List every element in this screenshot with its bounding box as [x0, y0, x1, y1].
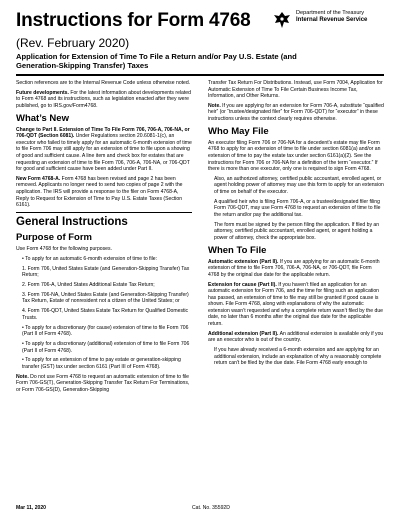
- future-developments: Future developments. For the latest information about developments related to Form 4768 and its instructions, such as legislation enacted after they were published, go to IRS.gov/Form4768.: [16, 89, 191, 109]
- who-paragraph: Also, an authorized attorney, certified public accountant, enrolled agent, or agent holding power of attorney may use this form to apply for an extension of time on behalf of the executor.: [214, 175, 384, 195]
- document-title: Instructions for Form 4768: [16, 10, 251, 31]
- who-paragraph: A qualified heir who is filing Form 706-A, or a trustee/designated filer filing Form 706-QDT, may use Form 4768 to request an extension of time to file the return and/or pay the additional tax.: [214, 198, 381, 218]
- continued-text: Transfer Tax Return For Distributions. Instead, use Form 7004, Application for Automatic Extension of Time To File Certain Business Income Tax, Information, and Other Returns.: [208, 80, 383, 100]
- agency-irs: Internal Revenue Service: [296, 17, 368, 23]
- agency-department: Department of the Treasury: [296, 10, 365, 16]
- note-qualified-heir: Note. If you are applying for an extension for Form 706-A, substitute “qualified heir” (or “trustee/designated filer” for Form 706-QDT) for “executor” in these instructions unless the context clearly requires otherwise.: [208, 102, 384, 123]
- extension-for-cause: Extension for cause (Part II). If you haven’t filed an application for an automatic extension for Form 706, and the time for filing such an application has passed, an extension of time to file may still be granted if good cause is shown. File Form 4768, along with explanations of why the automatic extension wasn’t requested and why a complete return wasn’t filed by the due date, no later than 6 months after the original due date for the applicable return.: [208, 281, 383, 327]
- automatic-extension: Automatic extension (Part II). If you are applying for an automatic 6-month extension of time to file Form 706, 706-A, 706-NA, or 706-QDT, file Form 4768 by the original due date for the applicable return.: [208, 258, 380, 278]
- right-column: [208, 80, 384, 370]
- purpose-heading: Purpose of Form: [16, 231, 93, 243]
- purpose-bullet: • To apply for an extension of time to pay estate or generation-skipping transfer (GST) tax under section 6161 (Part III of Form 4768).: [22, 357, 181, 370]
- purpose-bullet: • To apply for a discretionary (additional) extension of time to file Form 706 (Part II of Form 4768).: [22, 341, 190, 354]
- new-form-4768a: New Form 4768-A. Form 4768 has been revised and page 2 has been removed. Applicants no longer need to send two copies of page 2 with the application. The IRS will provide a response to the filer on Form 4768-A, Reply to Request for Extension of Time to Pay U.S. Estate Taxes (Section 6161).: [16, 175, 183, 209]
- who-paragraph: An executor filing Form 706 or 706-NA for a decedent's estate may file Form 4768 to apply for an extension of time to file under section 6081(a) and/or an extension of time to pay the estate tax under section 6161(a)(2). See the instructions for Form 706 or 706-NA for a definition of the term “executor.” If there is more than one executor, only one is required to sign Form 4768.: [208, 139, 381, 173]
- who-may-file-heading: Who May File: [208, 125, 269, 137]
- purpose-bullet: • To apply for a discretionary (for cause) extension of time to file Form 706 (Part II of Form 4768).: [22, 324, 189, 338]
- left-column: [16, 80, 192, 397]
- additional-extension-paragraph: If you have already received a 6-month extension and are applying for an additional extension, include an explanation of why a reasonably complete return can't be filed by the due date. File Form 4768 early enough to: [214, 347, 382, 367]
- change-part-ii: Change to Part II. Extension of Time To File Form 706, 706-A, 706-NA, or 706-QDT (Section 6081). Under Regulations section 20.6081-1(c), an executor who failed to timely apply for an automatic 6-month extension of time to file Form 706 may still apply for an extension of time to file upon a showing of good and sufficient cause. A line item and check box for estates that are requesting an extension of time to file Form 706, 706-A, 706-NA, or 706-QDT for good and sufficient cause have been added under Part II.: [16, 126, 192, 173]
- header-rule: [16, 74, 384, 76]
- whats-new-heading: What’s New: [16, 112, 69, 124]
- intro-text: Section references are to the Internal Revenue Code unless otherwise noted.: [16, 80, 191, 86]
- footer-date: Mar 11, 2020: [16, 505, 47, 511]
- who-paragraph: The form must be signed by the person filing the application. If filed by an attorney, certified public accountant, enrolled agent, or agent holding a power of attorney, check the appropriate box.: [214, 221, 380, 241]
- agency-block: [272, 10, 384, 30]
- when-to-file-heading: When To File: [208, 244, 267, 256]
- purpose-note: Note. Do not use Form 4768 to request an automatic extension of time to file Form 706-GS(T), Generation-Skipping Transfer Tax Return For Terminations, or Form 706-GS(D), Generation-Skipping: [16, 373, 190, 393]
- purpose-intro: Use Form 4768 for the following purposes.: [16, 245, 112, 252]
- purpose-item: 4. Form 706-QDT, United States Estate Tax Return for Qualified Domestic Trusts.: [22, 308, 189, 321]
- revision-date: (Rev. February 2020): [16, 36, 130, 50]
- footer-catalog-number: Cat. No. 35592D: [192, 505, 230, 511]
- purpose-item: 3. Form 706-NA, United States Estate (and Generation-Skipping Transfer) Tax Return, Estate of nonresident not a citizen of the United States; or: [22, 291, 189, 305]
- general-instructions-heading: General Instructions: [16, 212, 192, 229]
- purpose-item: 2. Form 706-A, United States Additional Estate Tax Return;: [22, 282, 155, 289]
- additional-extension: Additional extension (Part II). An additional extension is available only if you are an executor who is out of the country.: [208, 330, 384, 344]
- purpose-bullet: • To apply for an automatic 6-month extension of time to file:: [22, 255, 158, 262]
- page-footer: [16, 505, 384, 511]
- purpose-item: 1. Form 706, United States Estate (and Generation-Skipping Transfer) Tax Return;: [22, 265, 190, 279]
- irs-eagle-seal-icon: [272, 10, 292, 30]
- document-subtitle: Application for Extension of Time To File a Return and/or Pay U.S. Estate (and Generation-Skipping Transfer) Taxes: [16, 52, 297, 70]
